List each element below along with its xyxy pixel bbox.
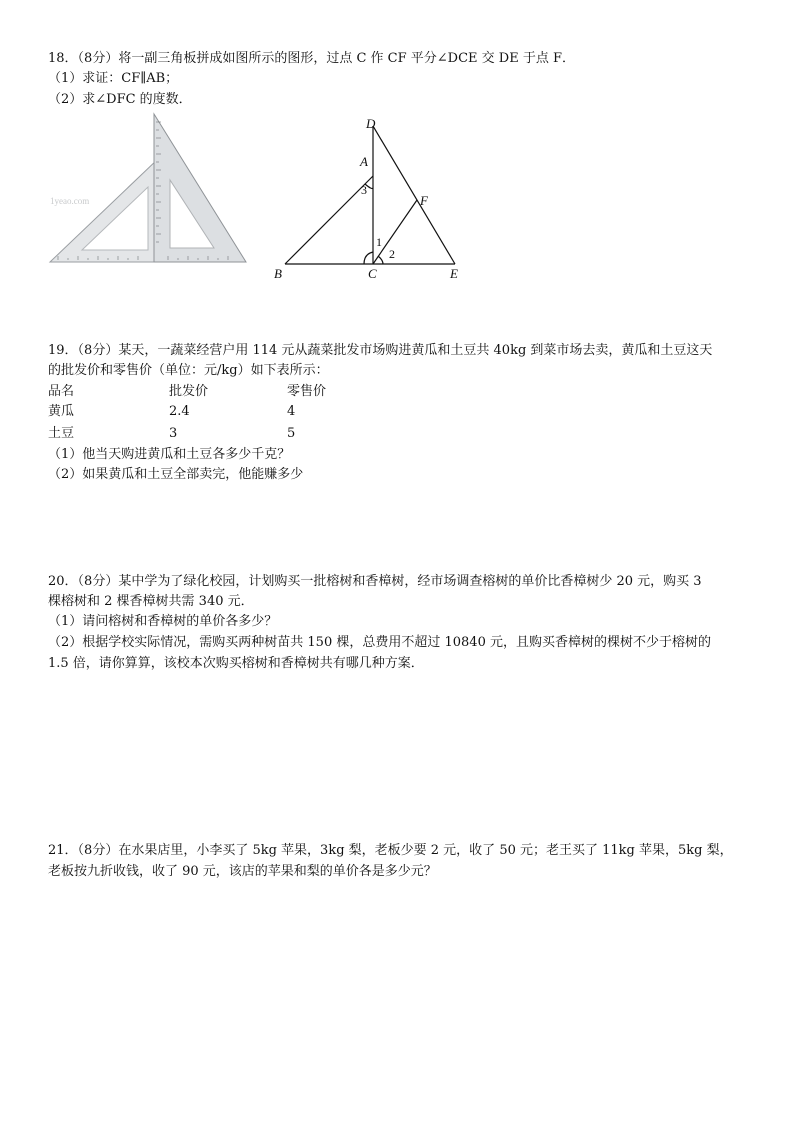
label-E: E <box>450 266 458 281</box>
label-C: C <box>368 266 377 281</box>
table-cell-potato-wholesale: 3 <box>169 426 178 441</box>
table-header-name: 品名 <box>48 384 75 399</box>
photo-watermark: 1yeao.com <box>50 196 90 206</box>
q20-stem-line1: 20．（8分）某中学为了绿化校园，计划购买一批榕树和香樟树，经市场调查榕树的单价比香樟树少 20 元，购买 3 <box>48 574 702 589</box>
q19-part2: （2）如果黄瓜和土豆全部卖完，他能赚多少 <box>48 467 304 482</box>
label-F: F <box>420 193 428 208</box>
q21-line1: 21．（8分）在水果店里，小李买了 5kg 苹果，3kg 梨，老板少要 2 元，收了 50 元；老王买了 11kg 苹果，5kg 梨， <box>48 843 733 858</box>
table-cell-cucumber-name: 黄瓜 <box>48 404 75 419</box>
q20-part2-line1: （2）根据学校实际情况，需购买两种树苗共 150 棵，总费用不超过 10840 元，且购买香樟树的棵树不少于榕树的 <box>48 635 711 650</box>
table-header-wholesale: 批发价 <box>169 384 209 399</box>
segment-CF <box>373 200 417 264</box>
q20-part2-line2: 1.5 倍，请你算算，该校本次购买榕树和香樟树共有哪几种方案． <box>48 656 424 671</box>
q18-part2: （2）求∠DFC 的度数． <box>48 92 192 107</box>
set-squares-photo <box>48 112 248 267</box>
table-cell-potato-name: 土豆 <box>48 426 75 441</box>
label-D: D <box>366 116 376 131</box>
segment-BA <box>285 176 373 264</box>
geometry-diagram <box>268 112 473 282</box>
table-cell-cucumber-retail: 4 <box>287 404 296 419</box>
q19-part1: （1）他当天购进黄瓜和土豆各多少千克？ <box>48 447 291 462</box>
table-header-retail: 零售价 <box>287 384 327 399</box>
angle-arc-1 <box>364 252 373 264</box>
segment-DE <box>373 126 455 264</box>
q18-part1: （1）求证：CF∥AB； <box>48 71 179 86</box>
table-cell-cucumber-wholesale: 2.4 <box>169 404 190 419</box>
q19-stem-line1: 19．（8分）某天，一蔬菜经营户用 114 元从蔬菜批发市场购进黄瓜和土豆共 40kg 到菜市场去卖，黄瓜和土豆这天 <box>48 343 713 358</box>
angle-arc-2 <box>378 256 383 264</box>
q19-stem-line2: 的批发价和零售价（单位：元/kg）如下表所示： <box>48 363 329 378</box>
label-B: B <box>274 266 282 281</box>
label-angle-2: 2 <box>389 247 395 261</box>
q21-line2: 老板按九折收钱，收了 90 元，该店的苹果和梨的单价各是多少元？ <box>48 864 437 879</box>
label-angle-1: 1 <box>376 235 382 249</box>
q20-stem-line2: 棵榕树和 2 棵香樟树共需 340 元． <box>48 594 254 609</box>
label-A: A <box>360 154 368 169</box>
q18-stem: 18．（8分）将一副三角板拼成如图所示的图形，过点 C 作 CF 平分∠DCE 交 DE 于点 F． <box>48 51 575 66</box>
table-cell-potato-retail: 5 <box>287 426 296 441</box>
label-angle-3: 3 <box>361 183 367 197</box>
q20-part1: （1）请问榕树和香樟树的单价各多少？ <box>48 614 278 629</box>
